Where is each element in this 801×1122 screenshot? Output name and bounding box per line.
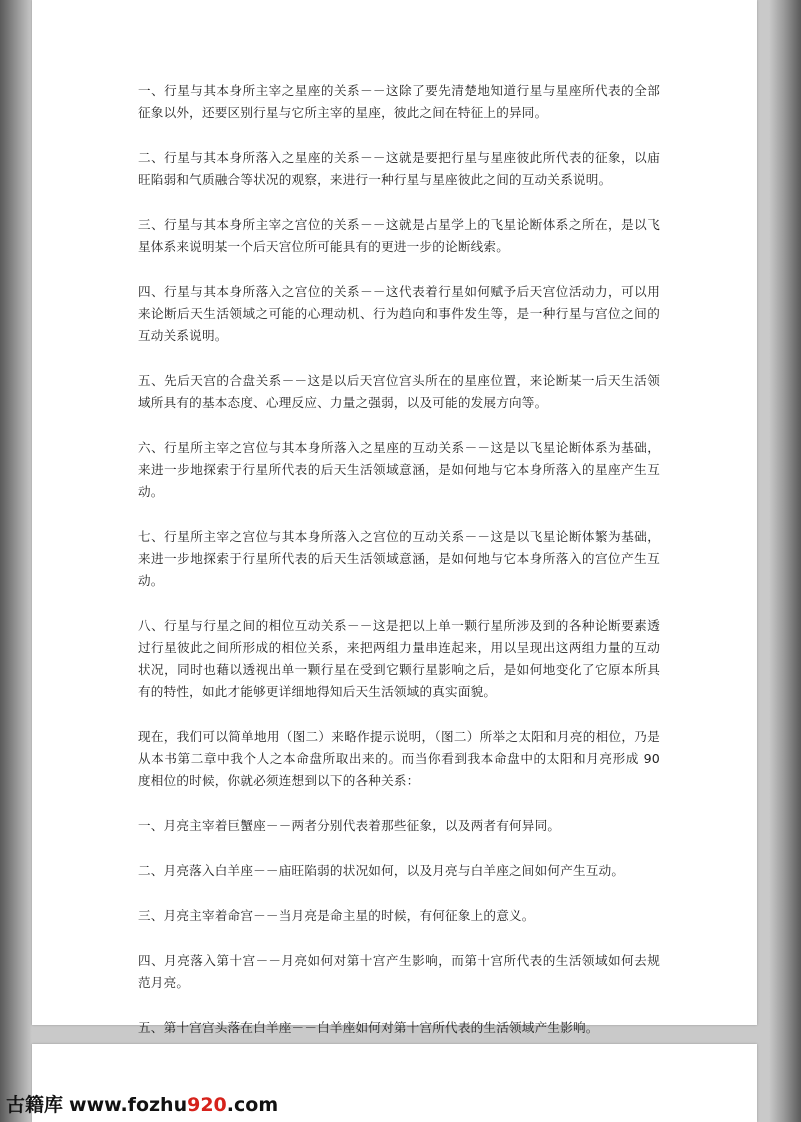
watermark-url-number: 920 bbox=[187, 1094, 227, 1116]
paragraph: 五、先后天宫的合盘关系－－这是以后天宫位宫头所在的星座位置，来论断某一后天生活领域所具有的基本态度、心理反应、力量之强弱，以及可能的发展方向等。 bbox=[138, 373, 660, 410]
paragraph: 现在，我们可以简单地用（图二）来略作提示说明，（图二）所举之太阳和月亮的相位，乃是从本书第二章中我个人之本命盘所取出来的。而当你看到我本命盘中的太阳和月亮形成 90 度相位的时候，你就必须连想到以下的各种关系： bbox=[138, 729, 660, 788]
paragraph: 三、月亮主宰着命宫－－当月亮是命主星的时候，有何征象上的意义。 bbox=[138, 908, 535, 923]
site-watermark bbox=[6, 1090, 278, 1114]
paragraph: 四、行星与其本身所落入之宫位的关系－－这代表着行星如何赋予后天宫位活动力，可以用来论断后天生活领域之可能的心理动机、行为趋向和事件发生等，是一种行星与宫位之间的互动关系说明。 bbox=[138, 284, 660, 343]
paragraph: 三、行星与其本身所主宰之宫位的关系－－这就是占星学上的飞星论断体系之所在，是以飞星体系来说明某一个后天宫位所可能具有的更进一步的论断线索。 bbox=[138, 217, 660, 254]
paragraph: 八、行星与行星之间的相位互动关系－－这是把以上单一颗行星所涉及到的各种论断要素透过行星彼此之间所形成的相位关系，来把两组力量串连起来，用以呈现出这两组力量的互动状况，同时也藉以透视出单一颗行星在受到它颗行星影响之后，是如何地变化了它原本所具有的特性，如此才能够更详细地得知后天生活领域的真实面貌。 bbox=[138, 618, 660, 699]
paragraph: 二、行星与其本身所落入之星座的关系－－这就是要把行星与星座彼此所代表的征象，以庙旺陷弱和气质融合等状况的观察，来进行一种行星与星座彼此之间的互动关系说明。 bbox=[138, 150, 660, 187]
watermark-url-prefix: www.fozhu bbox=[69, 1094, 188, 1116]
watermark-name: 古籍库 bbox=[6, 1094, 64, 1116]
paragraph: 四、月亮落入第十宫－－月亮如何对第十宫产生影响，而第十宫所代表的生活领域如何去规范月亮。 bbox=[138, 953, 660, 990]
paragraph: 一、行星与其本身所主宰之星座的关系－－这除了要先清楚地知道行星与星座所代表的全部征象以外，还要区别行星与它所主宰的星座，彼此之间在特征上的异同。 bbox=[138, 83, 660, 120]
paragraph: 一、月亮主宰着巨蟹座－－两者分别代表着那些征象，以及两者有何异同。 bbox=[138, 818, 561, 833]
watermark-url-suffix: .com bbox=[226, 1094, 279, 1116]
paragraph: 五、第十宫宫头落在白羊座－－白羊座如何对第十宫所代表的生活领域产生影响。 bbox=[138, 1020, 599, 1035]
paragraph: 七、行星所主宰之宫位与其本身所落入之宫位的互动关系－－这是以飞星论断体繁为基础，来进一步地探索于行星所代表的后天生活领域意涵，是如何地与它本身所落入的宫位产生互动。 bbox=[138, 529, 660, 588]
page-text bbox=[138, 80, 660, 1062]
paragraph: 六、行星所主宰之宫位与其本身所落入之星座的互动关系－－这是以飞星论断体系为基础，来进一步地探索于行星所代表的后天生活领域意涵，是如何地与它本身所落入的星座产生互动。 bbox=[138, 440, 660, 499]
paragraph: 二、月亮落入白羊座－－庙旺陷弱的状况如何，以及月亮与白羊座之间如何产生互动。 bbox=[138, 863, 625, 878]
document-page bbox=[32, 0, 757, 1035]
